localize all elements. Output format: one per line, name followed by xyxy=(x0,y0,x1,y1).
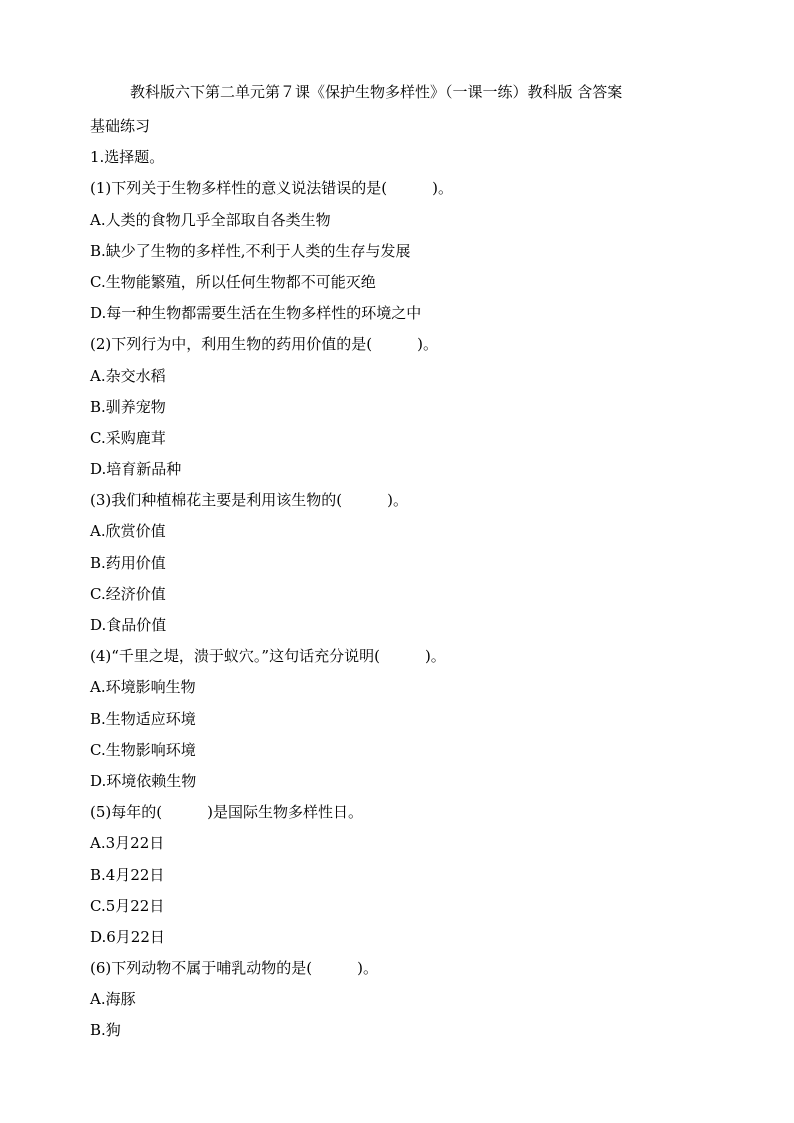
question-6-option-a: A.海豚 xyxy=(90,990,136,1009)
question-3-option-b: B.药用价值 xyxy=(90,553,166,572)
question-2-option-b: B.驯养宠物 xyxy=(90,397,166,416)
question-2-option-d: D.培育新品种 xyxy=(90,460,182,479)
question-6-option-b: B.狗 xyxy=(90,1021,121,1040)
question-1-option-d: D.每一种生物都需要生活在生物多样性的环境之中 xyxy=(90,304,422,323)
question-5-option-b: B.4月22日 xyxy=(90,865,165,884)
question-1-option-a: A.人类的食物几乎全部取自各类生物 xyxy=(90,210,331,229)
question-1-option-c: C.生物能繁殖，所以任何生物都不可能灭绝 xyxy=(90,272,376,291)
question-2-option-a: A.杂交水稻 xyxy=(90,366,166,385)
question-5-option-d: D.6月22日 xyxy=(90,927,165,946)
question-3-option-a: A.欣赏价值 xyxy=(90,522,166,541)
question-heading: 1.选择题。 xyxy=(90,148,165,167)
question-4-option-b: B.生物适应环境 xyxy=(90,709,196,728)
document-title: 教科版六下第二单元第７课《保护生物多样性》（一课一练）教科版 含答案 xyxy=(130,83,623,101)
question-4-option-c: C.生物影响环境 xyxy=(90,740,196,759)
question-3: (3)我们种植棉花主要是利用该生物的( )。 xyxy=(90,491,408,510)
question-5-option-c: C.5月22日 xyxy=(90,896,165,915)
question-1: (1)下列关于生物多样性的意义说法错误的是( )。 xyxy=(90,179,453,198)
section-heading: 基础练习 xyxy=(90,117,151,135)
question-4: (4)“千里之堤，溃于蚁穴。”这句话充分说明( )。 xyxy=(90,647,446,666)
question-2-option-c: C.采购鹿茸 xyxy=(90,428,166,447)
question-1-option-b: B.缺少了生物的多样性,不利于人类的生存与发展 xyxy=(90,241,411,260)
question-3-option-c: C.经济价值 xyxy=(90,584,166,603)
question-5: (5)每年的( )是国际生物多样性日。 xyxy=(90,803,363,822)
question-3-option-d: D.食品价值 xyxy=(90,616,167,634)
question-2: (2)下列行为中，利用生物的药用价值的是( )。 xyxy=(90,335,438,354)
document-body xyxy=(90,111,730,1047)
question-5-option-a: A.3月22日 xyxy=(90,834,165,853)
question-6: (6)下列动物不属于哺乳动物的是( )。 xyxy=(90,959,378,978)
question-4-option-d: D.环境依赖生物 xyxy=(90,771,197,790)
question-4-option-a: A.环境影响生物 xyxy=(90,678,196,697)
